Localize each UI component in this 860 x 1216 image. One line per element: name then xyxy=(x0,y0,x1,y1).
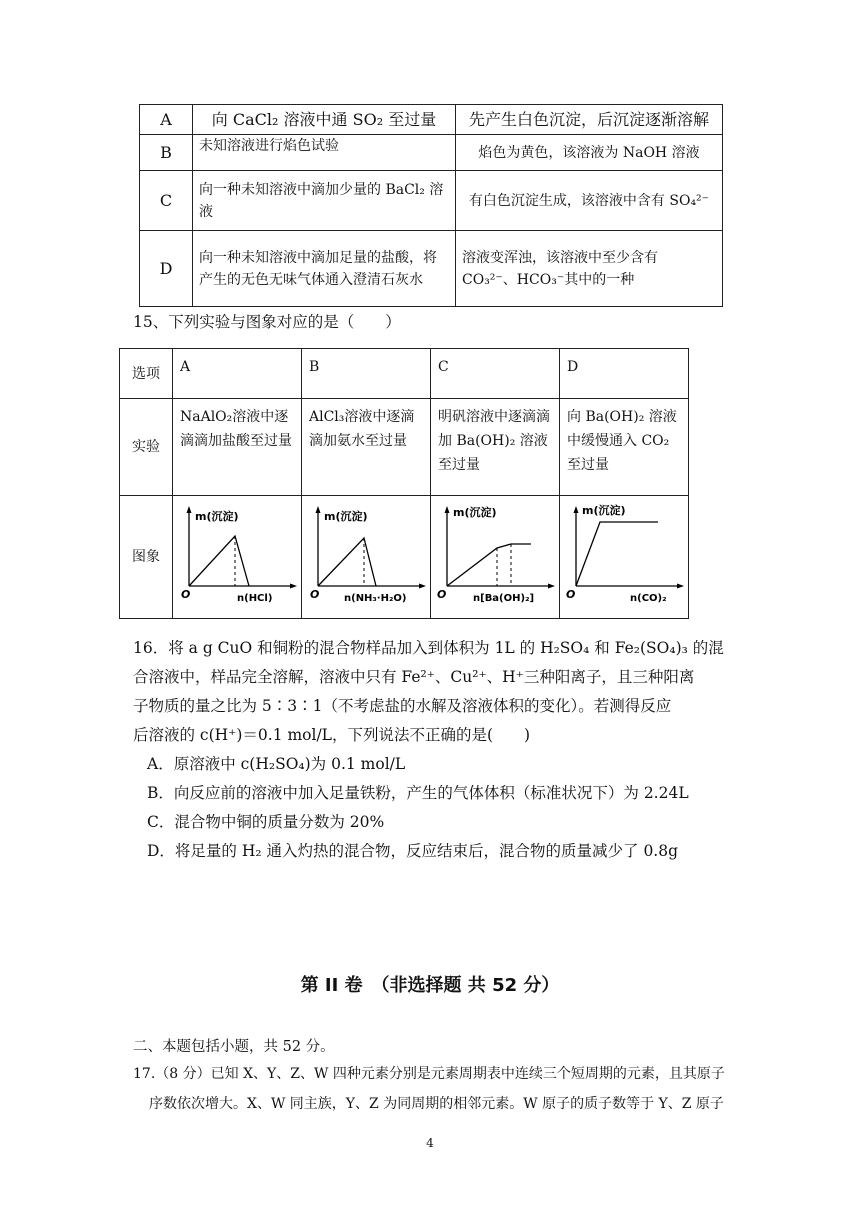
graph-xlabel: n[Ba(OH)₂] xyxy=(473,593,535,604)
graph-origin: O xyxy=(181,588,191,601)
row-operation: 未知溶液进行焰色试验 xyxy=(193,135,456,171)
graph-cell-b xyxy=(302,496,431,619)
q16-block xyxy=(133,634,724,866)
section-intro: 二、本题包括小题，共 52 分。 xyxy=(133,1039,335,1055)
graph-a xyxy=(175,498,299,608)
graph-origin: O xyxy=(310,588,320,601)
page-number: 4 xyxy=(426,1136,434,1150)
row-operation: 向一种未知溶液中滴加少量的 BaCl₂ 溶液 xyxy=(193,171,456,231)
experiment-text: NaAlO₂溶液中逐滴滴加盐酸至过量 xyxy=(173,399,302,496)
experiment-row-label: 实验 xyxy=(120,399,173,496)
header-label: 选项 xyxy=(120,349,173,399)
row-operation: 向 CaCl₂ 溶液中通 SO₂ 至过量 xyxy=(193,105,456,135)
graph-c xyxy=(433,498,557,608)
experiment-text: 向 Ba(OH)₂ 溶液中缓慢通入 CO₂ 至过量 xyxy=(560,399,689,496)
q16-stem-line: 子物质的量之比为 5∶3∶1（不考虑盐的水解及溶液体积的变化）。若测得反应 xyxy=(133,697,672,715)
q15-table xyxy=(119,348,689,619)
graph-origin: O xyxy=(437,588,447,601)
option-label: A xyxy=(173,349,302,399)
row-conclusion: 溶液变浑浊，该溶液中至少含有 CO₃²⁻、HCO₃⁻其中的一种 xyxy=(456,231,723,307)
section-title: 第 II 卷 （非选择题 共 52 分） xyxy=(300,975,560,996)
q16-choice-c: C．混合物中铜的质量分数为 20% xyxy=(147,813,385,831)
graph-cell-d xyxy=(560,496,689,619)
graph-ylabel: m(沉淀) xyxy=(195,510,239,523)
experiment-text: 明矾溶液中逐滴滴加 Ba(OH)₂ 溶液至过量 xyxy=(431,399,560,496)
row-label: D xyxy=(140,231,193,307)
graph-xlabel: n(NH₃·H₂O) xyxy=(344,593,407,604)
graph-row-label: 图象 xyxy=(120,496,173,619)
row-conclusion: 焰色为黄色，该溶液为 NaOH 溶液 xyxy=(456,135,723,171)
row-label: C xyxy=(140,171,193,231)
graph-origin: O xyxy=(566,588,576,601)
q14-table xyxy=(139,104,723,307)
graph-xlabel: n(HCl) xyxy=(237,593,273,604)
q16-choice-b: B．向反应前的溶液中加入足量铁粉，产生的气体体积（标准状况下）为 2.24L xyxy=(147,784,689,802)
q17-block xyxy=(133,1059,725,1119)
q16-stem-line: 合溶液中，样品完全溶解，溶液中只有 Fe²⁺、Cu²⁺、H⁺三种阳离子，且三种阳离 xyxy=(133,668,695,686)
q16-stem-line: 16．将 a g CuO 和铜粉的混合物样品加入到体积为 1L 的 H₂SO₄ 和 Fe₂(SO₄)₃ 的混 xyxy=(133,639,724,657)
option-label: B xyxy=(302,349,431,399)
row-operation: 向一种未知溶液中滴加足量的盐酸，将产生的无色无味气体通入澄清石灰水 xyxy=(193,231,456,307)
option-label: C xyxy=(431,349,560,399)
graph-ylabel: m(沉淀) xyxy=(324,510,368,523)
q16-choice-a: A．原溶液中 c(H₂SO₄)为 0.1 mol/L xyxy=(147,755,406,773)
row-conclusion: 有白色沉淀生成，该溶液中含有 SO₄²⁻ xyxy=(456,171,723,231)
graph-cell-a xyxy=(173,496,302,619)
row-label: A xyxy=(140,105,193,135)
q16-choice-d: D．将足量的 H₂ 通入灼热的混合物，反应结束后，混合物的质量减少了 0.8g xyxy=(147,842,679,860)
graph-ylabel: m(沉淀) xyxy=(582,504,626,517)
q16-stem-line: 后溶液的 c(H⁺)＝0.1 mol/L，下列说法不正确的是( ) xyxy=(133,726,531,744)
row-label: B xyxy=(140,135,193,171)
graph-ylabel: m(沉淀) xyxy=(453,506,497,519)
option-label: D xyxy=(560,349,689,399)
graph-cell-c xyxy=(431,496,560,619)
q17-line: 17.（8 分）已知 X、Y、Z、W 四种元素分别是元素周期表中连续三个短周期的元素，且其原子 xyxy=(133,1066,725,1082)
q17-line: 序数依次增大。X、W 同主族，Y、Z 为同周期的相邻元素。W 原子的质子数等于 Y、Z 原子 xyxy=(149,1096,724,1112)
experiment-text: AlCl₃溶液中逐滴滴加氨水至过量 xyxy=(302,399,431,496)
graph-d xyxy=(562,498,686,608)
q15-stem: 15、下列实验与图象对应的是（ ） xyxy=(133,313,401,331)
graph-xlabel: n(CO)₂ xyxy=(630,593,667,604)
row-conclusion: 先产生白色沉淀，后沉淀逐渐溶解 xyxy=(456,105,723,135)
graph-b xyxy=(304,498,428,608)
